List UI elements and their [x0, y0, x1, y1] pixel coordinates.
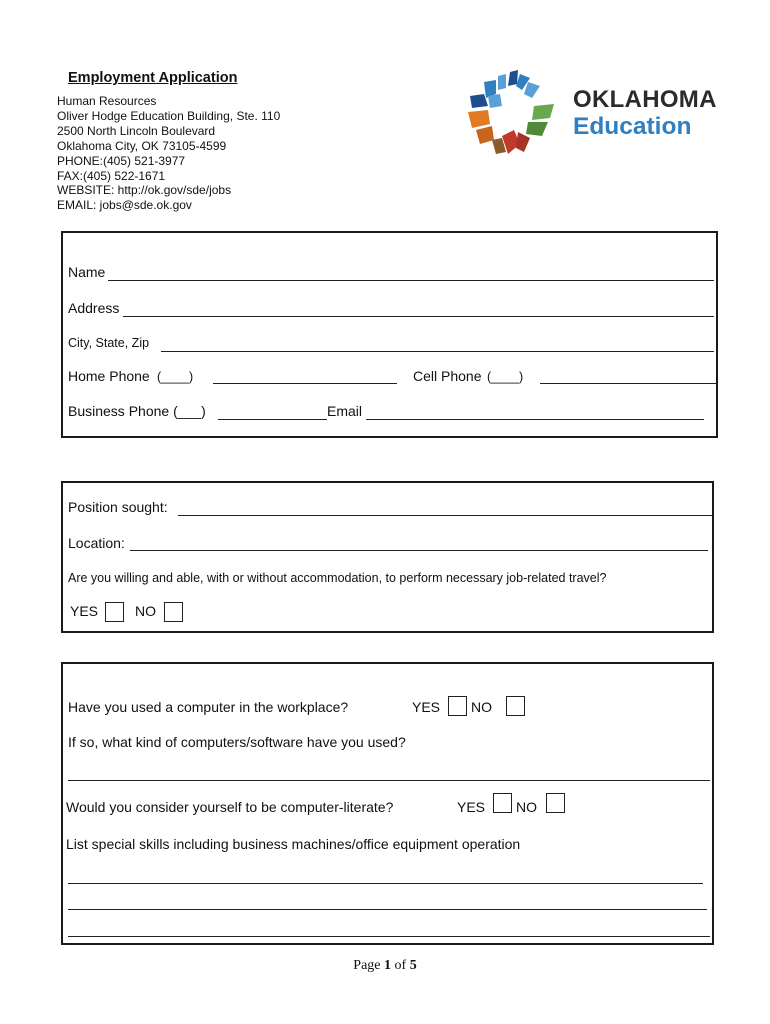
location-label: Location:: [68, 535, 125, 551]
computer-used-no-label: NO: [471, 699, 492, 715]
page-current: 1: [384, 958, 392, 973]
home-phone-field[interactable]: [213, 383, 397, 384]
address-field[interactable]: [123, 316, 714, 317]
page-total: 5: [409, 958, 417, 973]
computer-literate-yes-checkbox[interactable]: [493, 793, 512, 813]
special-skills-line-1[interactable]: [68, 883, 703, 884]
computer-literate-no-label: NO: [516, 799, 537, 815]
contact-block: [57, 94, 280, 213]
business-phone-field[interactable]: [218, 419, 327, 420]
city-state-zip-field[interactable]: [161, 351, 714, 352]
contact-email[interactable]: EMAIL: jobs@sde.ok.gov: [57, 198, 192, 213]
of-word: of: [394, 958, 407, 973]
city-state-zip-label: City, State, Zip: [68, 336, 150, 350]
computer-used-question: Have you used a computer in the workplace?: [68, 699, 349, 715]
computer-literate-yes-label: YES: [457, 799, 486, 815]
computer-literate-no-checkbox[interactable]: [546, 793, 565, 813]
travel-yes-label: YES: [70, 603, 99, 619]
software-answer-line[interactable]: [68, 780, 710, 781]
special-skills-line-3[interactable]: [68, 936, 710, 937]
cell-phone-label: Cell Phone: [413, 368, 482, 384]
computer-used-no-checkbox[interactable]: [506, 696, 525, 716]
oklahoma-education-logo: [462, 66, 732, 166]
travel-question: Are you willing and able, with or without accommodation, to perform necessary job-related travel?: [68, 571, 607, 585]
computer-used-yes-label: YES: [412, 699, 441, 715]
position-sought-label: Position sought:: [68, 499, 168, 515]
email-field[interactable]: [366, 419, 704, 420]
position-sought-field[interactable]: [178, 515, 712, 516]
travel-no-label: NO: [135, 603, 156, 619]
location-field[interactable]: [130, 550, 708, 551]
page-number: [0, 958, 770, 974]
business-phone-label: Business Phone (___): [68, 403, 206, 419]
contact-line: FAX:(405) 522-1671: [57, 168, 166, 183]
contact-line: Human Resources: [57, 94, 157, 108]
logo-subtitle: Education: [573, 113, 692, 140]
cell-phone-area-code[interactable]: (____): [487, 370, 524, 384]
software-question: If so, what kind of computers/software have you used?: [68, 734, 406, 750]
page-word: Page: [353, 958, 381, 973]
travel-yes-checkbox[interactable]: [105, 602, 124, 622]
logo-wordmark: OKLAHOMA: [573, 86, 717, 113]
travel-no-checkbox[interactable]: [164, 602, 183, 622]
address-label: Address: [68, 300, 120, 316]
special-skills-line-2[interactable]: [68, 909, 707, 910]
contact-line: 2500 North Lincoln Boulevard: [57, 123, 216, 138]
contact-line: PHONE:(405) 521-3977: [57, 153, 186, 168]
computer-literate-question: Would you consider yourself to be computer-literate?: [66, 799, 394, 815]
cell-phone-field[interactable]: [540, 383, 716, 384]
email-label: Email: [327, 403, 363, 419]
contact-line: Oliver Hodge Education Building, Ste. 110: [57, 108, 281, 123]
starburst-logo-icon: [462, 66, 562, 166]
name-field[interactable]: [108, 280, 714, 281]
special-skills-label: List special skills including business machines/office equipment operation: [66, 836, 521, 852]
name-label: Name: [68, 264, 106, 280]
contact-website[interactable]: WEBSITE: http://ok.gov/sde/jobs: [57, 183, 232, 198]
computer-used-yes-checkbox[interactable]: [448, 696, 467, 716]
contact-line: Oklahoma City, OK 73105-4599: [57, 138, 227, 153]
home-phone-area-code[interactable]: (____): [157, 370, 194, 384]
home-phone-label: Home Phone: [68, 368, 150, 384]
form-title: Employment Application: [68, 70, 238, 86]
